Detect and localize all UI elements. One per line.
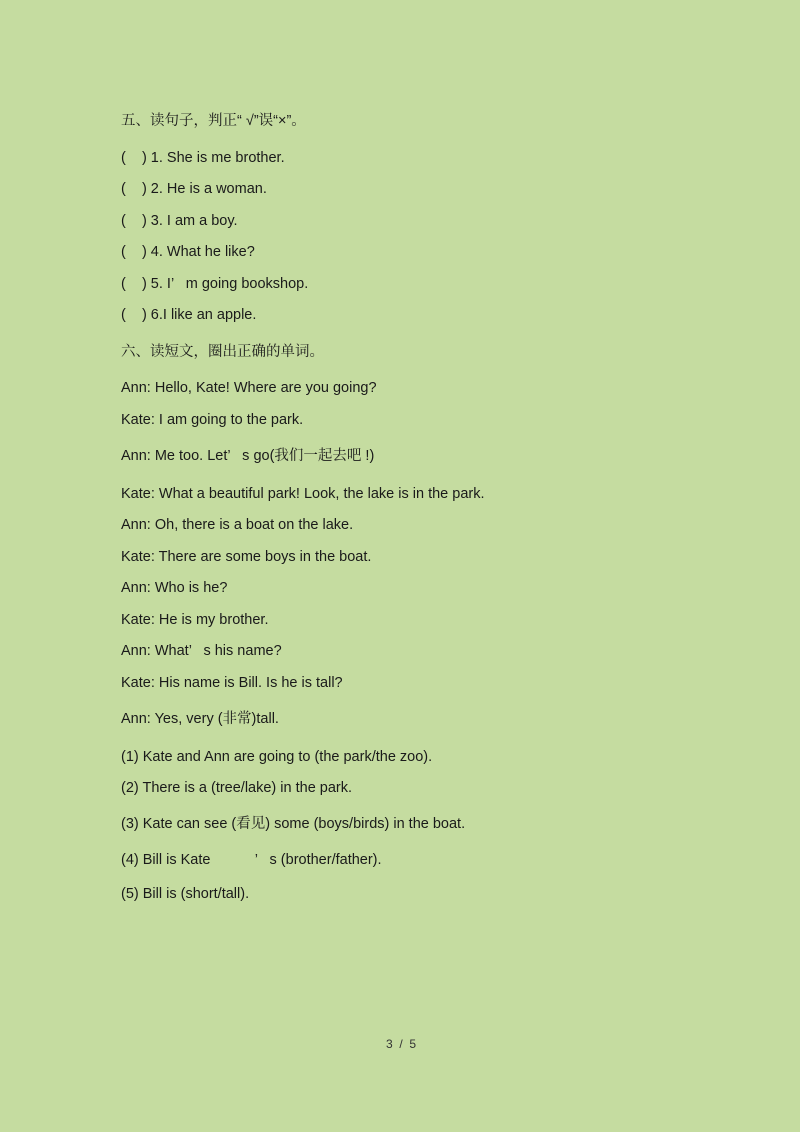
passage-line-7: Ann: Who is he? bbox=[121, 580, 228, 596]
passage-line-4: Kate: What a beautiful park! Look, the lake is in the park. bbox=[121, 486, 485, 502]
page-number: 3 / 5 bbox=[386, 1037, 417, 1051]
question-3: (3) Kate can see (看见) some (boys/birds) in the boat. bbox=[121, 816, 466, 832]
question-1: (1) Kate and Ann are going to (the park/the zoo). bbox=[121, 749, 433, 765]
question-4: (4) Bill is Kate ’ s (brother/father). bbox=[121, 852, 382, 868]
judge-item-5: ( ) 5. I’ m going bookshop. bbox=[121, 276, 309, 292]
question-5: (5) Bill is (short/tall). bbox=[121, 886, 250, 902]
passage-line-10: Kate: His name is Bill. Is he is tall? bbox=[121, 675, 343, 691]
passage-line-1: Ann: Hello, Kate! Where are you going? bbox=[121, 380, 377, 396]
passage-line-5: Ann: Oh, there is a boat on the lake. bbox=[121, 517, 354, 533]
section-6-heading: 六、读短文，圈出正确的单词。 bbox=[121, 344, 324, 360]
question-2: (2) There is a (tree/lake) in the park. bbox=[121, 780, 353, 796]
passage-line-9: Ann: What’ s his name? bbox=[121, 643, 282, 659]
judge-item-3: ( ) 3. I am a boy. bbox=[121, 213, 238, 229]
passage-line-2: Kate: I am going to the park. bbox=[121, 412, 304, 428]
passage-line-8: Kate: He is my brother. bbox=[121, 612, 269, 628]
passage-line-3: Ann: Me too. Let’ s go(我们一起去吧 !) bbox=[121, 448, 375, 464]
judge-item-1: ( ) 1. She is me brother. bbox=[121, 150, 285, 166]
judge-item-4: ( ) 4. What he like? bbox=[121, 244, 255, 260]
passage-line-6: Kate: There are some boys in the boat. bbox=[121, 549, 372, 565]
section-5-heading: 五、读句子，判正“ √”误“×”。 bbox=[121, 113, 306, 129]
passage-line-11: Ann: Yes, very (非常)tall. bbox=[121, 711, 279, 727]
judge-item-6: ( ) 6.I like an apple. bbox=[121, 307, 257, 323]
judge-item-2: ( ) 2. He is a woman. bbox=[121, 181, 267, 197]
